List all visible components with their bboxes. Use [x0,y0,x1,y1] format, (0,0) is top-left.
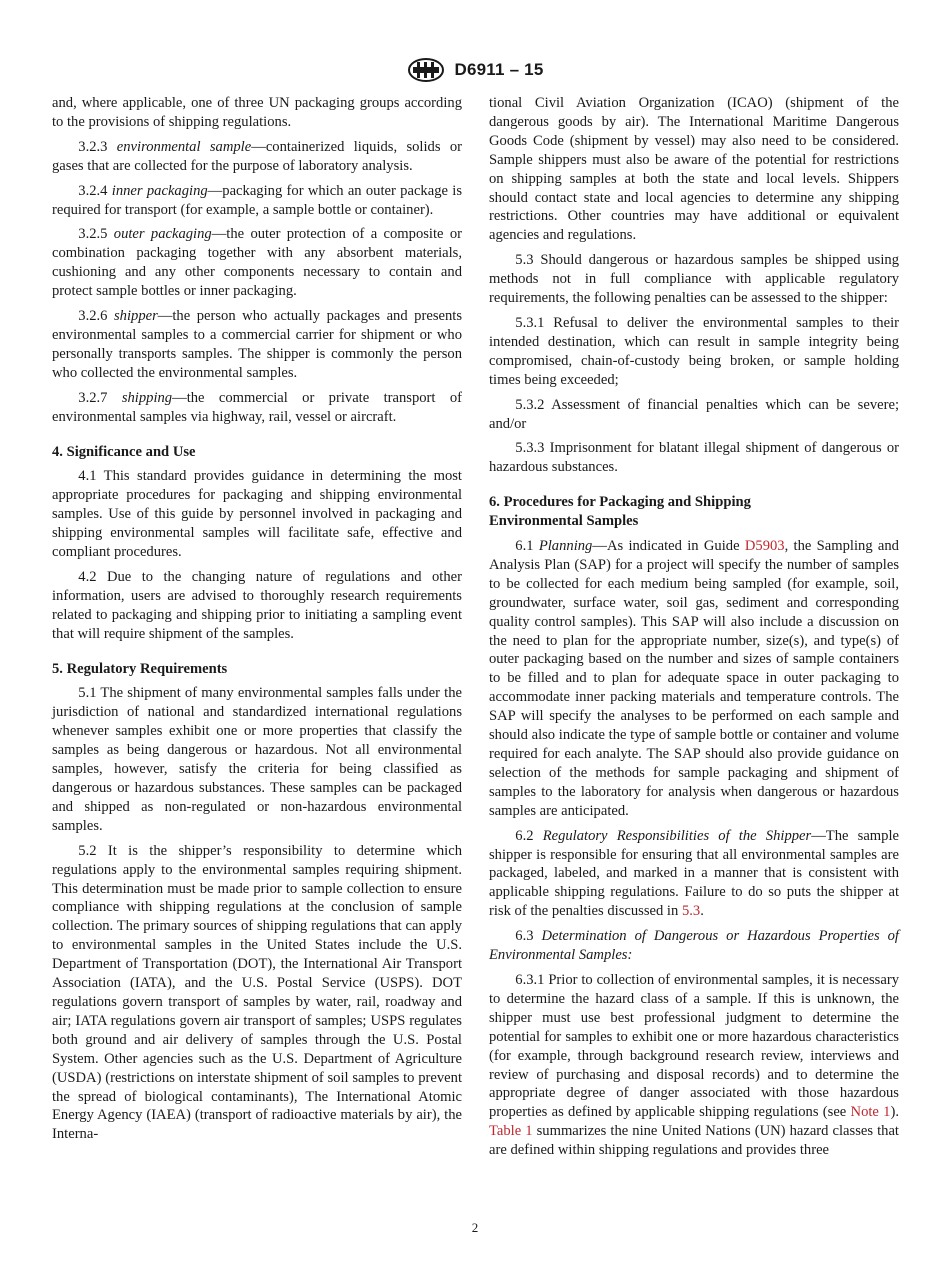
paragraph-5-3-1: 5.3.1 Refusal to deliver the environmental samples to their intended destination, which can result in sample integrity being compromised, chain-of-custody being broken, or sample holding times being exceeded; [489,314,899,388]
paragraph-5-2: 5.2 It is the shipper’s responsibility to determine which regulations apply to the environmental samples requiring shipment. This determination must be made prior to sample collection to ensure compliance with shipping regulations at the conclusion of sample collection. The primary sources of shipping regulations that can apply to environmental samples in the United States include the U.S. Department of Transportation (DOT), the International Air Transport Association (IATA), and the U.S. Postal Service (USPS). DOT regulations govern transport of samples by water, rail, roadway and air; IATA regulations govern air transport of samples; USPS regulates both ground and air delivery of samples through the U.S. Postal System. Other agencies such as the U.S. Department of Agriculture (USDA) (restrictions on interstate shipment of soil samples to prevent the spread of biological contaminants), The International Atomic Energy Agency (IAEA) (transport of radioactive materials by air), the Interna- [52,842,462,1143]
section-heading-6: 6. Procedures for Packaging and Shipping Environmental Samples [489,494,751,530]
paragraph-continuation: and, where applicable, one of three UN packaging groups according to the provisions of shipping regulations. [52,95,462,130]
definition-3-2-4: 3.2.4 inner packaging—packaging for which an outer package is required for transport (for example, a sample bottle or container). [52,182,463,218]
paragraph-continuation: tional Civil Aviation Organization (ICAO) (shipment of the dangerous goods by air). The International Maritime Dangerous Goods Code (shipment by vessel) may also need to be considered. Sample shippers must also be aware of the potential for restrictions on shipping samples at both the state and local levels. Shippers should contact state and local agencies to determine any shipping restrictions. Other countries may have additional or equivalent agencies and regulations. [489,95,899,244]
link-d5903[interactable]: D5903 [744,538,785,555]
page-header [0,58,950,82]
standard-designation: D6911 – 15 [454,60,544,79]
paragraph-6-1: 6.1 Planning—As indicated in Guide D5903, the Sampling and Analysis Plan (SAP) for a project will specify the number of samples to be collected for each medium being sampled (for example, soil, groundwater, surface water, soil gas, sediment and corresponding quality control samples). This SAP will also include a discussion on the need to plan for the appropriate number, size(s), and type(s) of outer packaging based on the number and sizes of sample containers to be filled and to plan for adequate space in outer packaging to accommodate inner packing materials and temperature controls. The SAP will specify the analyses to be performed on each sample and should also indicate the type of sample bottle or container and volume required for each analyte. The SAP should also provide guidance on selection of the methods for sample packaging and shipment of samples to the laboratory for analysis when dangerous or hazardous samples are anticipated. [489,538,899,819]
astm-logo-icon [407,58,445,82]
definition-3-2-7: 3.2.7 shipping—the commercial or private transport of environmental samples via highway, rail, vessel or aircraft. [52,389,462,425]
link-note-1[interactable]: Note 1 [850,1104,891,1121]
definition-3-2-5: 3.2.5 outer packaging—the outer protection of a composite or combination packaging together with any absorbent materials, cushioning and any other components necessary to contain and protect sample bottles or inner packaging. [52,226,462,300]
link-table-1[interactable]: Table 1 [489,1123,533,1140]
link-section-5-3[interactable]: 5.3 [681,903,701,920]
section-heading-4: 4. Significance and Use [52,443,196,460]
paragraph-4-2: 4.2 Due to the changing nature of regulations and other information, users are advised to thoroughly research requirements related to packaging and shipping prior to initiating a sampling event that will require shipment of the samples. [52,568,462,642]
paragraph-4-1: 4.1 This standard provides guidance in determining the most appropriate procedures for packaging and shipping environmental samples. Use of this guide by personnel involved in packaging and shipping environmental samples will facilitate safe, effective and compliant procedures. [52,468,462,561]
paragraph-6-2: 6.2 Regulatory Responsibilities of the Shipper—The sample shipper is responsible for ensuring that all environmental samples are packaged, labeled, and marked in a manner that is consistent with applicable shipping regulations. Failure to do so puts the shipper at risk of the penalties discussed in 5.3. [489,827,899,920]
paragraph-5-3: 5.3 Should dangerous or hazardous samples be shipped using methods not in full compliance with applicable regulatory requirements, the following penalties can be assessed to the shipper: [489,252,899,307]
page-number: 2 [471,1220,479,1235]
definition-3-2-6: 3.2.6 shipper—the person who actually packages and presents environmental samples to a commercial carrier for shipment or who personally transports samples. The shipper is commonly the person who collected the environmental samples. [52,308,463,381]
section-heading-5: 5. Regulatory Requirements [52,660,228,677]
left-column [52,94,462,1150]
paragraph-5-1: 5.1 The shipment of many environmental samples falls under the jurisdiction of national and standardized international regulations whenever samples exhibit one or more properties that classify the samples as being dangerous or hazardous. Not all environmental samples, however, satisfy the criteria for being classified as dangerous or hazardous substances. These samples can be packaged and shipped as non-regulated or non-hazardous environmental samples. [52,685,462,834]
paragraph-6-3: 6.3 Determination of Dangerous or Hazardous Properties of Environmental Samples: [489,928,899,964]
definition-3-2-3: 3.2.3 environmental sample—containerized liquids, solids or gases that are collected for the purpose of laboratory analysis. [52,138,462,174]
right-column [489,94,899,1166]
paragraph-6-3-1: 6.3.1 Prior to collection of environmental samples, it is necessary to determine the hazard class of a sample. If this is unknown, the shipper must use best professional judgment to determine the potential for samples to exhibit one or more hazardous characteristics (for example, through background research review, interviews and review of purchasing and disposal records) and to determine the appropriate degree of danger associated with those hazardous properties as defined by applicable shipping regulations (see Note 1). Table 1 summarizes the nine United Nations (UN) hazard classes that are defined within shipping regulations and provides three [489,971,899,1159]
paragraph-5-3-3: 5.3.3 Imprisonment for blatant illegal shipment of dangerous or hazardous substances. [489,440,899,476]
paragraph-5-3-2: 5.3.2 Assessment of financial penalties which can be severe; and/or [489,396,899,432]
